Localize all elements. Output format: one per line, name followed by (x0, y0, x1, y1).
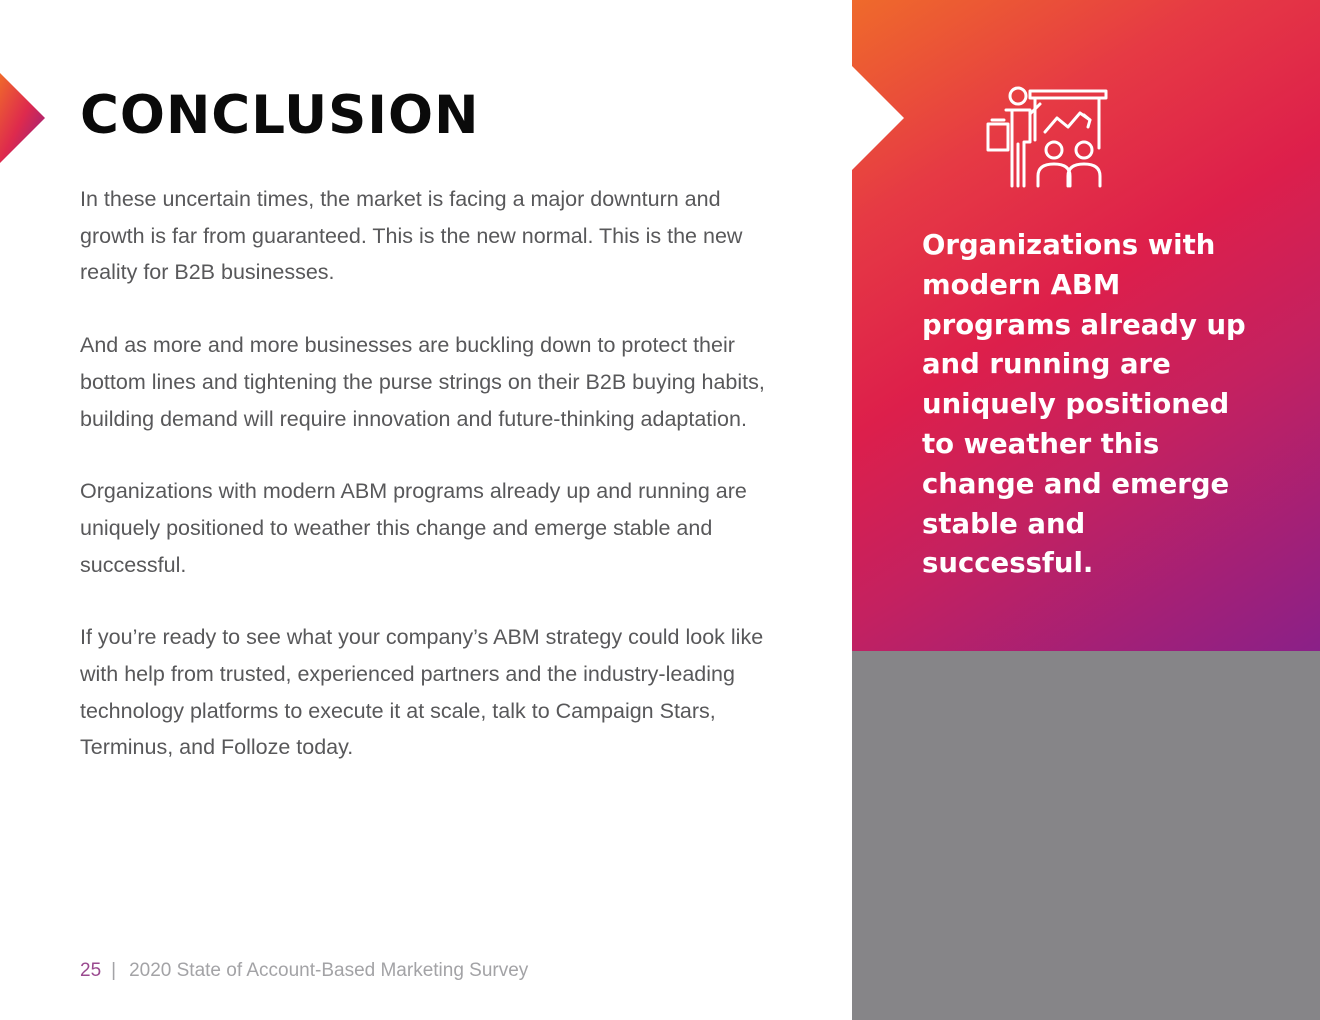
document-title: 2020 State of Account-Based Marketing Survey (129, 960, 529, 981)
callout-box (852, 0, 1320, 651)
presenter-chart-icon (982, 84, 1108, 188)
callout-text: Organizations with modern ABM programs already up and running are uniquely positioned to weather this change and emerge stable and successful. (922, 229, 1246, 580)
page-footer (80, 957, 528, 985)
paragraph: And as more and more businesses are buckling down to protect their bottom lines and tightening the purse strings on their B2B buying habits, building demand will require innovation and future-thinking adaptation. (80, 333, 765, 431)
footer-separator: | (111, 960, 117, 981)
body-text (80, 181, 770, 802)
page-title: CONCLUSION (80, 85, 480, 146)
notch-arrow (852, 66, 904, 170)
paragraph: In these uncertain times, the market is facing a major downturn and growth is far from guaranteed. This is the new normal. This is the new reality for B2B businesses. (80, 187, 743, 285)
paragraph: Organizations with modern ABM programs already up and running are uniquely positioned to weather this change and emerge stable and successful. (80, 479, 747, 577)
page-number: 25 (80, 960, 102, 981)
sidebar-panel (852, 0, 1320, 1020)
paragraph: If you’re ready to see what your company’s ABM strategy could look like with help from trusted, experienced partners and the industry-leading technology platforms to execute it at scale, talk to Campaign Stars, Terminus, and Folloze today. (80, 625, 764, 760)
section-arrow-marker (0, 73, 45, 163)
